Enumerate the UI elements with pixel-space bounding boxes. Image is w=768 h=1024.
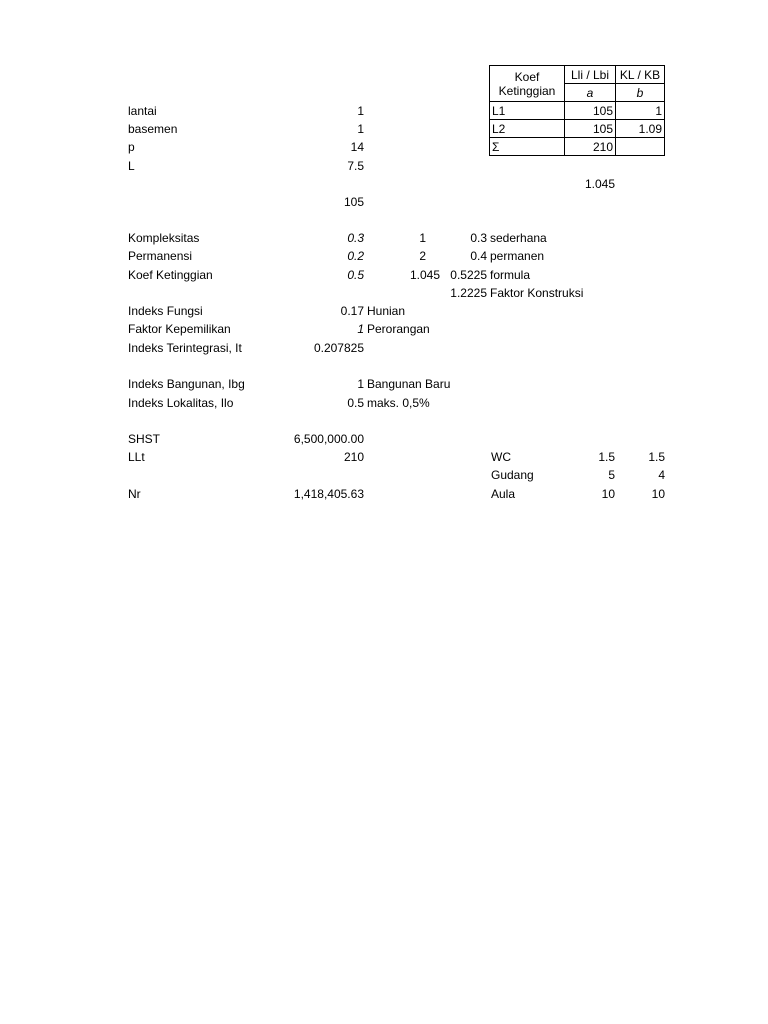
label-faktor-konstruksi: Faktor Konstruksi — [490, 286, 584, 300]
row-label: L2 — [490, 120, 565, 138]
room-v1-aula: 10 — [601, 487, 615, 501]
table-row — [490, 138, 665, 156]
label-shst: SHST — [128, 432, 161, 446]
sub-b: b — [616, 84, 665, 102]
desc-kompleksitas: sederhana — [490, 231, 547, 245]
label-kompleksitas: Kompleksitas — [128, 231, 200, 245]
row-a: 210 — [565, 138, 616, 156]
row-b: 1 — [616, 102, 665, 120]
label-p: p — [128, 140, 135, 154]
value-area: 105 — [343, 195, 364, 209]
desc-indeks-bangunan: Bangunan Baru — [367, 377, 451, 391]
result-kompleksitas: 0.3 — [470, 231, 487, 245]
row-label: Σ — [490, 138, 565, 156]
value-lantai: 1 — [357, 104, 364, 118]
row-label: L1 — [490, 102, 565, 120]
weight-kompleksitas: 0.3 — [347, 231, 364, 245]
label-faktor-kepemilikan: Faktor Kepemilikan — [128, 322, 231, 336]
n-kompleksitas: 1 — [419, 231, 426, 245]
result-koef: 0.5225 — [450, 268, 487, 282]
weight-koef: 0.5 — [347, 268, 364, 282]
desc-faktor-kepemilikan: Perorangan — [367, 322, 430, 336]
weight-permanensi: 0.2 — [347, 249, 364, 263]
desc-indeks-fungsi: Hunian — [367, 304, 406, 318]
koef-ketinggian-table — [489, 65, 665, 156]
label-indeks-lokalitas: Indeks Lokalitas, Ilo — [128, 396, 234, 410]
row-b: 1.09 — [616, 120, 665, 138]
label-L: L — [128, 159, 135, 173]
sub-a: a — [565, 84, 616, 102]
row-b — [616, 138, 665, 156]
table-row — [490, 120, 665, 138]
label-permanensi: Permanensi — [128, 249, 193, 263]
room-v1-wc: 1.5 — [598, 450, 615, 464]
value-indeks-lokalitas: 0.5 — [347, 396, 364, 410]
desc-indeks-lokalitas: maks. 0,5% — [367, 396, 430, 410]
label-llt: LLt — [128, 450, 145, 464]
label-lantai: lantai — [128, 104, 157, 118]
label-indeks-fungsi: Indeks Fungsi — [128, 304, 203, 318]
room-v2-wc: 1.5 — [648, 450, 665, 464]
desc-permanensi: permanen — [490, 249, 545, 263]
n-koef: 1.045 — [409, 268, 440, 282]
koef-header: Koef Ketinggian — [490, 66, 565, 102]
room-name-gudang: Gudang — [491, 468, 534, 482]
value-shst: 6,500,000.00 — [293, 432, 364, 446]
room-name-wc: WC — [491, 450, 511, 464]
row-a: 105 — [565, 102, 616, 120]
label-koef-ketinggian: Koef Ketinggian — [128, 268, 213, 282]
value-faktor-konstruksi: 1.2225 — [450, 286, 487, 300]
room-v2-gudang: 4 — [658, 468, 665, 482]
desc-koef: formula — [490, 268, 531, 282]
table-row — [490, 102, 665, 120]
value-nr: 1,418,405.63 — [293, 487, 364, 501]
label-nr: Nr — [128, 487, 141, 501]
result-permanensi: 0.4 — [470, 249, 487, 263]
label-indeks-terintegrasi: Indeks Terintegrasi, It — [128, 341, 242, 355]
room-v1-gudang: 5 — [608, 468, 615, 482]
value-faktor-kepemilikan: 1 — [357, 322, 364, 336]
room-name-aula: Aula — [491, 487, 516, 501]
row-a: 105 — [565, 120, 616, 138]
label-indeks-bangunan: Indeks Bangunan, Ibg — [128, 377, 245, 391]
col-lli-lbi: Lli / Lbi — [565, 66, 616, 84]
n-permanensi: 2 — [419, 249, 426, 263]
value-basemen: 1 — [357, 122, 364, 136]
label-basemen: basemen — [128, 122, 178, 136]
room-v2-aula: 10 — [651, 487, 665, 501]
value-indeks-fungsi: 0.17 — [340, 304, 364, 318]
value-p: 14 — [350, 140, 364, 154]
value-indeks-bangunan: 1 — [357, 377, 364, 391]
col-kl-kb: KL / KB — [616, 66, 665, 84]
value-indeks-terintegrasi: 0.207825 — [313, 341, 364, 355]
value-L: 7.5 — [347, 159, 364, 173]
value-llt: 210 — [343, 450, 364, 464]
koef-average: 1.045 — [584, 177, 615, 191]
